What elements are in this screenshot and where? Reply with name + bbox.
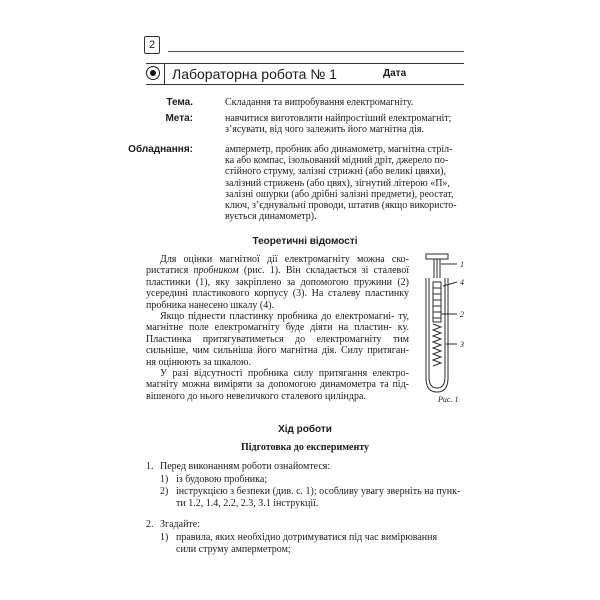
procedure-heading: Хід роботи [278, 424, 332, 435]
bullet-icon [146, 66, 160, 80]
goal-label: Мета: [165, 113, 193, 124]
topic-label: Тема. [166, 97, 193, 108]
preparation-heading: Підготовка до експерименту [240, 442, 370, 453]
title-divider [164, 64, 165, 84]
figure-label-3: 3 [460, 340, 464, 349]
goal-line: навчитися виготовляти найпростіший електромагніт; [225, 113, 452, 124]
equipment-line: залізні ошурки (або дрібні залізні предмети), реостат, [225, 188, 454, 200]
theory-text-span: Для оцінки магнітної дії електромагніту можна ско- ристатися [146, 254, 409, 277]
theory-paragraph: У разі відсутності пробника силу притягання електро- магніту можна виміряти за допомогою динамометра та під- вішеного до нього невеличкого сталевого циліндра. [146, 368, 409, 402]
topic-text: Складання та випробування електромагніту. [225, 97, 414, 108]
equipment-text [225, 144, 485, 222]
substep-text [176, 486, 476, 509]
prober-drawing [426, 254, 457, 392]
header-rule [168, 51, 464, 52]
equipment-line: ка або компас, ізольований мідний дріт, джерело по- [225, 155, 449, 167]
theory-heading: Теоретичні відомості [252, 236, 358, 247]
substep-line: ти 1.2, 1.4, 2.2, 2.3, 3.1 інструкції. [176, 497, 319, 509]
date-label: Дата [383, 68, 407, 79]
equipment-line: залізний стрижень (або цвях), зігнутий літерою «П», [225, 177, 450, 189]
substep-number: 2) [160, 486, 169, 497]
figure-label-1: 1 [460, 260, 464, 269]
substep-line: правила, яких необхідно дотримуватися під час вимірювання [176, 532, 438, 543]
figure-caption: Рис. 1 [438, 395, 459, 404]
prober-cap [426, 254, 448, 259]
theory-paragraph: Якщо піднести пластинку пробника до електромагні- ту, магнітне поле електромагніту буде діяти на пластин- ку. Пластинка притягуватиметься до електромагніту тим сильніше, чим сильніша його магнітна дія. Силу притяган- ня оцінюють за шкалою. [146, 311, 409, 368]
prober-figure [413, 252, 469, 402]
equipment-label: Обладнання: [128, 144, 193, 155]
goal-line: з’ясувати, від чого залежить його магнітна дія. [225, 124, 425, 136]
lab-title-bar [146, 63, 464, 85]
substep-line: інструкцією з безпеки (див. с. 1); особливу увагу зверніть на пунк- [176, 486, 461, 497]
page-number: 2 [144, 36, 160, 54]
step-number: 1. [146, 461, 154, 472]
substep-number: 1) [160, 474, 169, 485]
equipment-line: ключ, з’єднувальні проводи, штатив (якщо використо- [225, 200, 457, 212]
prober-spring [433, 324, 441, 366]
prober-term: пробником [193, 265, 239, 277]
figure-label-2: 2 [460, 310, 464, 319]
figure-label-4: 4 [460, 278, 464, 287]
substep-text [176, 532, 476, 555]
step-text: Перед виконанням роботи ознайомтеся: [160, 461, 331, 472]
substep-number: 1) [160, 532, 169, 543]
equipment-line: стійного струму, залізні стрижні (або великі цвяхи), [225, 166, 446, 178]
lab-title: Лабораторна робота № 1 [172, 66, 337, 82]
substep-text: із будовою пробника; [176, 474, 268, 485]
substep-line: сили струму амперметром; [176, 543, 291, 555]
equipment-line: вується динамометр). [225, 211, 317, 223]
step-text: Згадайте: [160, 519, 201, 530]
theory-text-span: (рис. 1). Він складається зі сталевої пластинки (1), яку закріплено за допомогою пружини (2) усередині пластикового корпусу (3). На сталеву пластинку пробника нанесено шкалу (4). [146, 265, 409, 311]
theory-text [146, 254, 409, 402]
equipment-line: амперметр, пробник або динамометр, магнітна стріл- [225, 144, 453, 155]
theory-paragraph [146, 254, 409, 311]
step-number: 2. [146, 519, 154, 530]
goal-text [225, 113, 485, 135]
